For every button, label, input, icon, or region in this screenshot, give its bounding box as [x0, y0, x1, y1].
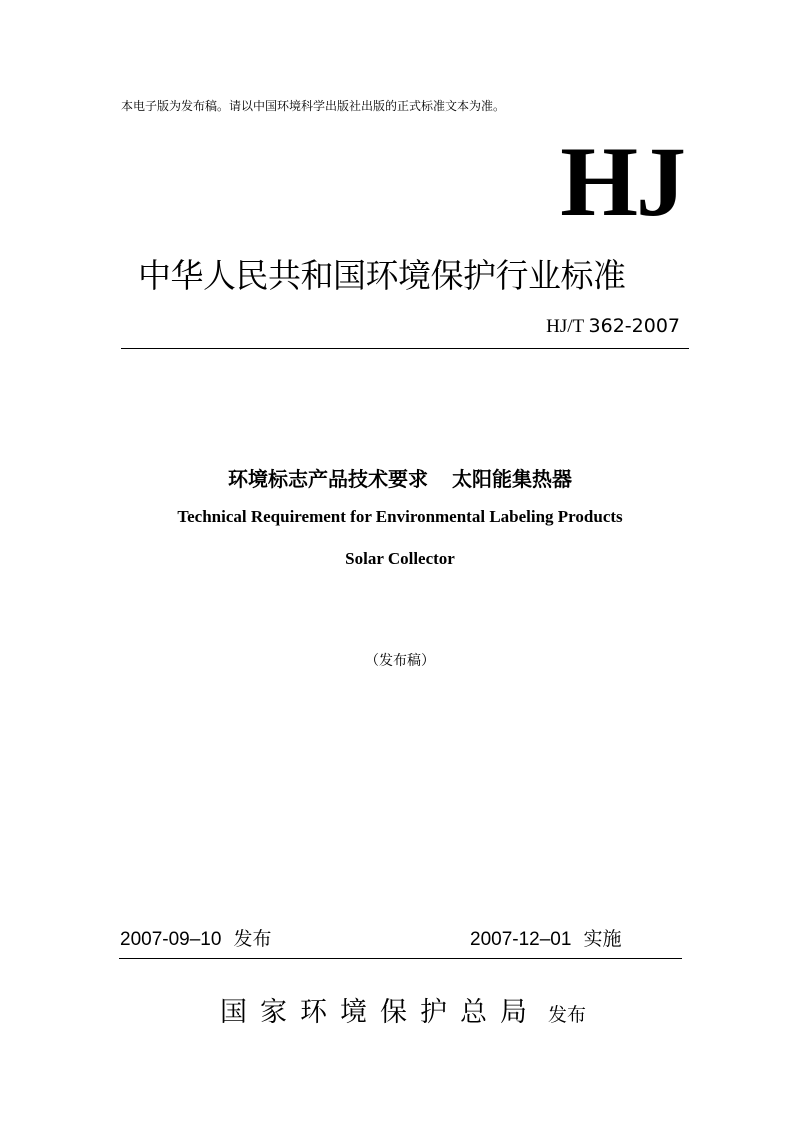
implement-label: 实施: [583, 928, 622, 950]
document-title-cn-part2: 太阳能集热器: [452, 467, 572, 491]
implement-date: 2007-12–01: [470, 929, 572, 950]
issue-date-row: [120, 924, 271, 951]
issuer-action: 发布: [548, 1004, 587, 1026]
document-title-en-line1: Technical Requirement for Environmental Labeling Products: [177, 507, 623, 526]
document-title-en-line2: Solar Collector: [345, 549, 455, 568]
issue-date: 2007-09–10: [120, 929, 222, 950]
issuer: [220, 990, 586, 1029]
document-status: （发布稿）: [365, 653, 435, 669]
standard-category: 中华人民共和国环境保护行业标准: [138, 256, 626, 295]
issuer-name: 国家环境保护总局: [220, 997, 540, 1028]
standard-code: [0, 315, 680, 338]
standard-code-prefix: HJ/T: [546, 316, 589, 337]
footer-divider: [119, 958, 682, 959]
hj-logo: HJ: [560, 126, 684, 237]
standard-code-number: 362-2007: [588, 315, 680, 337]
document-title-cn-part1: 环境标志产品技术要求: [228, 467, 428, 491]
implement-date-row: [470, 924, 621, 951]
issue-label: 发布: [233, 928, 272, 950]
header-divider: [121, 348, 689, 349]
publication-notice: 本电子版为发布稿。请以中国环境科学出版社出版的正式标准文本为准。: [121, 99, 506, 113]
document-title-cn: [0, 463, 800, 492]
